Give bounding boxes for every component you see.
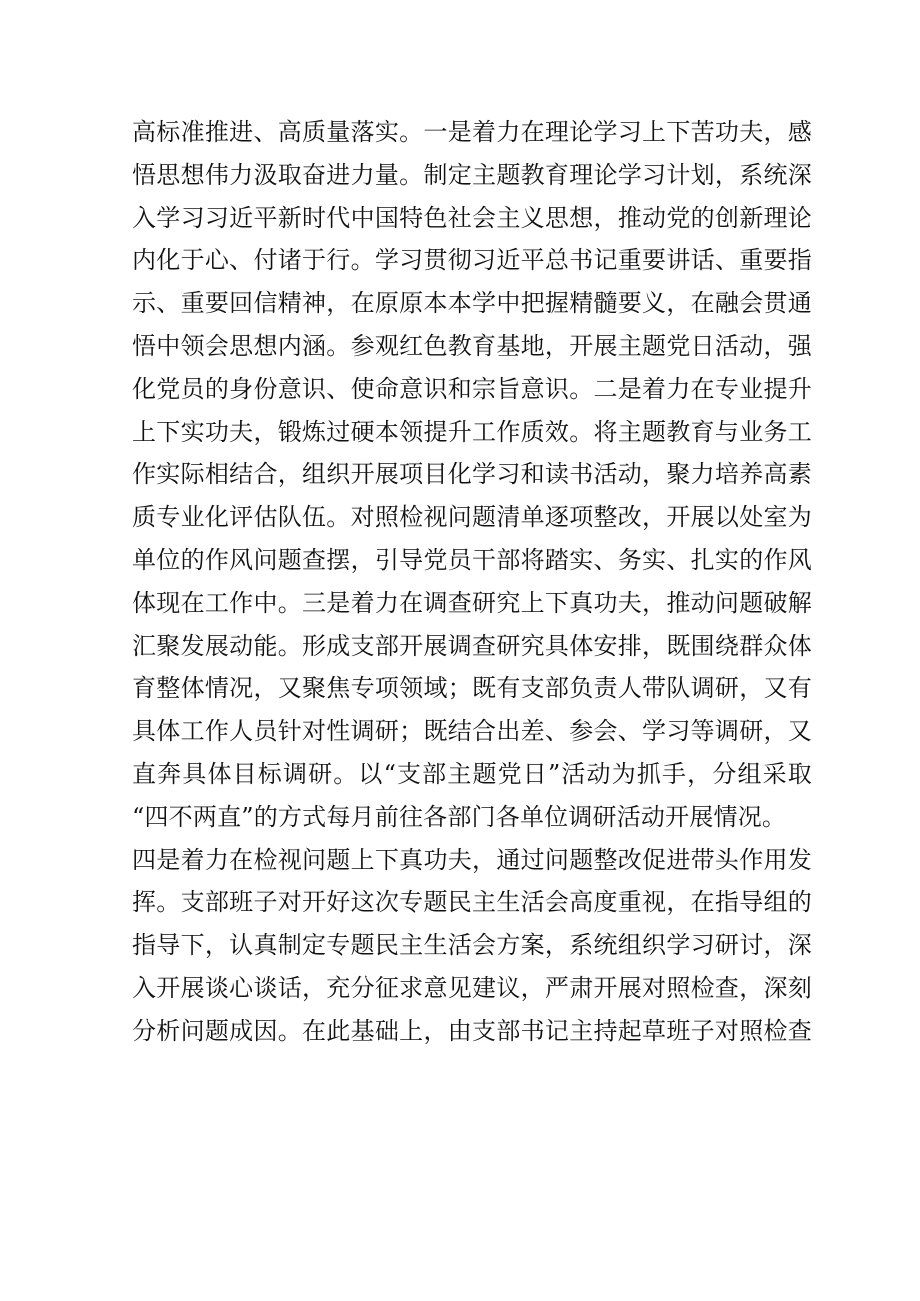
body-text (132, 111, 812, 1053)
text-line: 示、重要回信精神，在原原本本学中把握精髓要义，在融会贯通 (132, 289, 812, 318)
text-line: 悟思想伟力汲取奋进力量。制定主题教育理论学习计划，系统深 (132, 160, 812, 189)
text-line: 高标准推进、高质量落实。一是着力在理论学习上下苦功夫，感 (132, 118, 812, 146)
text-line: 上下实功夫，锻炼过硬本领提升工作质效。将主题教育与业务工 (132, 417, 812, 446)
text-line: 育整体情况，又聚焦专项领域；既有支部负责人带队调研，又有 (132, 674, 812, 703)
text-line: 分析问题成因。在此基础上，由支部书记主持起草班子对照检查 (132, 1016, 812, 1045)
text-line: 内化于心、付诸于行。学习贯彻习近平总书记重要讲话、重要指 (132, 246, 812, 275)
text-line: “四不两直”的方式每月前往各部门各单位调研活动开展情况。 (132, 802, 787, 831)
text-line: 体现在工作中。三是着力在调查研究上下真功夫，推动问题破解 (132, 588, 812, 617)
text-line: 指导下，认真制定专题民主生活会方案，系统组织学习研讨，深 (132, 931, 812, 960)
text-line: 入开展谈心谈话，充分征求意见建议，严肃开展对照检查，深刻 (132, 973, 812, 1002)
text-line: 作实际相结合，组织开展项目化学习和读书活动，聚力培养高素 (132, 460, 812, 489)
text-line: 汇聚发展动能。形成支部开展调查研究具体安排，既围绕群众体 (132, 631, 812, 660)
text-line: 直奔具体目标调研。以“支部主题党日”活动为抓手，分组采取 (132, 759, 812, 788)
text-line: 化党员的身份意识、使命意识和宗旨意识。二是着力在专业提升 (132, 374, 812, 403)
text-line: 质专业化评估队伍。对照检视问题清单逐项整改，开展以处室为 (132, 503, 812, 532)
text-line: 具体工作人员针对性调研；既结合出差、参会、学习等调研，又 (132, 717, 812, 746)
text-line: 单位的作风问题查摆，引导党员干部将踏实、务实、扎实的作风 (132, 545, 812, 574)
text-line: 入学习习近平新时代中国特色社会主义思想，推动党的创新理论 (132, 203, 812, 232)
text-line: 四是着力在检视问题上下真功夫，通过问题整改促进带头作用发 (132, 845, 812, 874)
text-line: 悟中领会思想内涵。参观红色教育基地，开展主题党日活动，强 (132, 331, 812, 360)
text-line: 挥。支部班子对开好这次专题民主生活会高度重视，在指导组的 (132, 888, 812, 917)
